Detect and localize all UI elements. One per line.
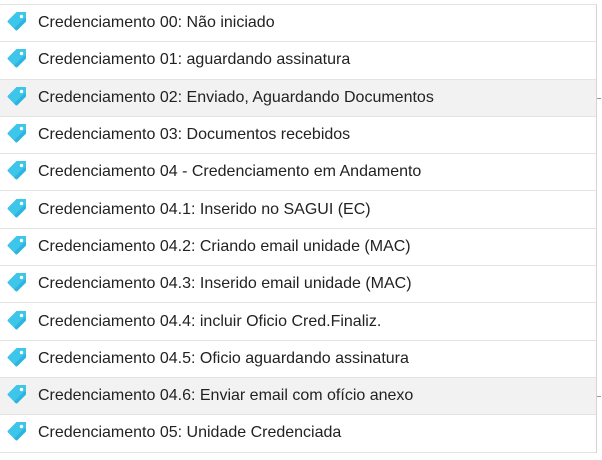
menu-item-label: Credenciamento 01: aguardando assinatura [38,51,351,69]
menu-scroll-edge [597,0,602,460]
tag-icon [6,48,28,70]
menu-item-label: Credenciamento 04.6: Enviar email com ofício anexo [38,387,414,405]
menu-item[interactable] [0,378,596,415]
menu-item[interactable] [0,229,596,266]
tag-icon [6,310,28,332]
menu-item[interactable] [0,117,596,154]
menu-item[interactable] [0,266,596,303]
tag-icon [6,421,28,443]
tag-icon [6,123,28,145]
tag-icon [6,384,28,406]
tag-icon [6,272,28,294]
tag-icon [6,11,28,33]
tag-icon [6,235,28,257]
menu-item-label: Credenciamento 05: Unidade Credenciada [38,424,342,442]
menu-item[interactable] [0,191,596,228]
menu-item[interactable] [0,80,596,117]
menu-item-label: Credenciamento 02: Enviado, Aguardando Documentos [38,88,434,106]
menu-item-label: Credenciamento 04.4: incluir Oficio Cred.Finaliz. [38,312,382,330]
tag-icon [6,347,28,369]
menu-item[interactable] [0,5,596,42]
menu-item[interactable] [0,303,596,340]
tag-icon [6,198,28,220]
menu-item-label: Credenciamento 04.3: Inserido email unidade (MAC) [38,275,412,293]
menu-item[interactable] [0,42,596,79]
menu-item[interactable] [0,415,596,452]
edge-tick [597,396,601,397]
menu-item-label: Credenciamento 04.5: Oficio aguardando assinatura [38,349,409,367]
tag-icon [6,86,28,108]
menu-item-label: Credenciamento 04.1: Inserido no SAGUI (EC) [38,200,371,218]
edge-tick [597,98,601,99]
menu-item[interactable] [0,154,596,191]
menu-item[interactable] [0,341,596,378]
menu-item-label: Credenciamento 03: Documentos recebidos [38,126,351,144]
menu-item-label: Credenciamento 00: Não iniciado [38,14,275,32]
tag-icon [6,160,28,182]
menu-item-label: Credenciamento 04 - Credenciamento em Andamento [38,163,422,181]
menu-item-label: Credenciamento 04.2: Criando email unidade (MAC) [38,237,411,255]
label-menu [0,4,597,453]
